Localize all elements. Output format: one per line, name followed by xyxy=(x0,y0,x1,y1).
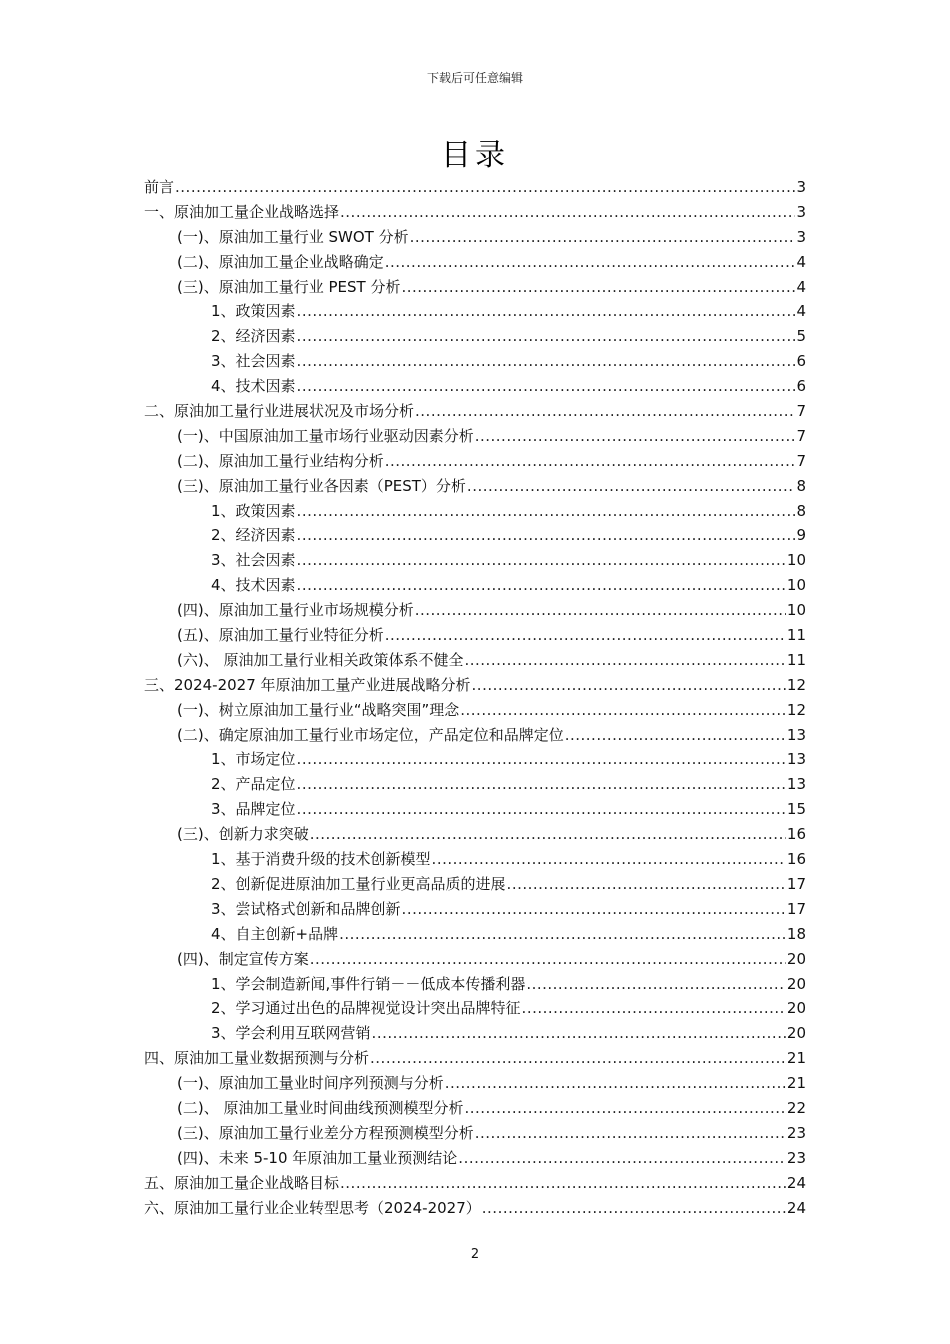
toc-entry[interactable] xyxy=(144,573,806,598)
toc-leader-dots xyxy=(297,573,786,598)
toc-entry[interactable] xyxy=(144,250,806,275)
toc-entry[interactable] xyxy=(144,797,806,822)
toc-entry[interactable] xyxy=(144,275,806,300)
toc-leader-dots xyxy=(297,523,796,548)
toc-entry[interactable] xyxy=(144,399,806,424)
toc-entry-text: (二)、 原油加工量业时间曲线预测模型分析 xyxy=(177,1098,464,1117)
toc-entry-page: 21 xyxy=(786,1074,806,1093)
toc-entry[interactable] xyxy=(144,299,806,324)
toc-entry-page: 20 xyxy=(786,949,806,968)
toc-entry-page: 10 xyxy=(786,551,806,570)
toc-entry-text: 3、品牌定位 xyxy=(211,800,296,819)
toc-entry-text: 1、政策因素 xyxy=(211,302,296,321)
toc-leader-dots xyxy=(385,449,796,474)
toc-entry[interactable] xyxy=(144,523,806,548)
toc-entry-text: (六)、 原油加工量行业相关政策体系不健全 xyxy=(177,650,464,669)
toc-entry-text: (五)、原油加工量行业特征分析 xyxy=(177,626,384,645)
toc-entry-page: 5 xyxy=(796,327,806,346)
toc-entry-page: 13 xyxy=(786,775,806,794)
toc-leader-dots xyxy=(464,648,785,673)
toc-entry-text: (三)、原油加工量行业差分方程预测模型分析 xyxy=(177,1123,474,1142)
toc-leader-dots xyxy=(297,324,796,349)
toc-entry[interactable] xyxy=(144,324,806,349)
toc-leader-dots xyxy=(310,947,786,972)
page-number: 2 xyxy=(470,1247,480,1262)
toc-entry-text: 2、学习通过出色的品牌视觉设计突出品牌特征 xyxy=(211,999,521,1018)
toc-entry-page: 23 xyxy=(786,1123,806,1142)
toc-entry[interactable] xyxy=(144,1096,806,1121)
toc-entry-page: 24 xyxy=(786,1198,806,1217)
toc-entry-page: 8 xyxy=(796,476,806,495)
toc-entry-text: (一)、原油加工量业时间序列预测与分析 xyxy=(177,1074,444,1093)
toc-title: 目录 xyxy=(441,138,509,173)
toc-entry-text: 1、市场定位 xyxy=(211,750,296,769)
toc-entry-text: 五、原油加工量企业战略目标 xyxy=(144,1173,340,1192)
toc-entry[interactable] xyxy=(144,947,806,972)
toc-leader-dots xyxy=(482,1196,786,1221)
toc-entry-page: 11 xyxy=(786,650,806,669)
toc-entry-text: 六、原油加工量行业企业转型思考（2024-2027） xyxy=(144,1198,481,1217)
toc-leader-dots xyxy=(370,1046,786,1071)
toc-entry-text: (一)、原油加工量行业 SWOT 分析 xyxy=(177,227,409,246)
toc-leader-dots xyxy=(297,349,796,374)
toc-entry[interactable] xyxy=(144,822,806,847)
toc-leader-dots xyxy=(464,1096,785,1121)
toc-entry-text: 1、学会制造新闻,事件行销－－低成本传播利器 xyxy=(211,974,526,993)
toc-leader-dots xyxy=(467,474,796,499)
toc-entry-page: 10 xyxy=(786,601,806,620)
toc-entry-page: 20 xyxy=(786,974,806,993)
toc-entry-text: (二)、原油加工量企业战略确定 xyxy=(177,252,384,271)
toc-leader-dots xyxy=(475,424,796,449)
toc-entry[interactable] xyxy=(144,897,806,922)
toc-leader-dots xyxy=(297,772,786,797)
toc-entry[interactable] xyxy=(144,499,806,524)
toc-entry-page: 22 xyxy=(786,1098,806,1117)
toc-leader-dots xyxy=(297,299,796,324)
toc-entry-text: 2、经济因素 xyxy=(211,526,296,545)
toc-leader-dots xyxy=(401,275,795,300)
toc-entry-text: 4、技术因素 xyxy=(211,576,296,595)
toc-leader-dots xyxy=(385,250,796,275)
toc-entry-page: 7 xyxy=(796,451,806,470)
toc-entry-text: 前言 xyxy=(144,178,175,196)
toc-leader-dots xyxy=(175,175,795,200)
toc-leader-dots xyxy=(297,548,786,573)
toc-entry-page: 24 xyxy=(786,1173,806,1192)
toc-entry[interactable] xyxy=(144,200,806,225)
toc-entry[interactable] xyxy=(144,996,806,1021)
toc-entry-page: 13 xyxy=(786,750,806,769)
toc-entry-page: 4 xyxy=(796,302,806,321)
toc-leader-dots xyxy=(458,1146,786,1171)
toc-leader-dots xyxy=(297,374,796,399)
toc-entry-page: 7 xyxy=(796,426,806,445)
toc-entry-text: (三)、原油加工量行业各因素（PEST）分析 xyxy=(177,476,466,495)
toc-leader-dots xyxy=(340,1171,786,1196)
toc-leader-dots xyxy=(522,996,786,1021)
toc-entry-text: (二)、原油加工量行业结构分析 xyxy=(177,451,384,470)
toc-entry-text: 1、基于消费升级的技术创新模型 xyxy=(211,850,431,869)
toc-entry-page: 12 xyxy=(786,675,806,694)
toc-entry-text: 一、原油加工量企业战略选择 xyxy=(144,202,340,221)
toc-entry-text: (四)、未来 5-10 年原油加工量业预测结论 xyxy=(177,1148,458,1167)
toc-entry-page: 23 xyxy=(786,1148,806,1167)
toc-entry-page: 15 xyxy=(786,800,806,819)
toc-entry-page: 9 xyxy=(796,526,806,545)
toc-entry-page: 13 xyxy=(786,725,806,744)
toc-entry-page: 8 xyxy=(796,501,806,520)
toc-entry-text: 四、原油加工量业数据预测与分析 xyxy=(144,1049,370,1068)
toc-entry-text: 3、学会利用互联网营销 xyxy=(211,1024,371,1043)
toc-entry[interactable] xyxy=(144,1196,806,1221)
toc-entry[interactable] xyxy=(144,474,806,499)
toc-entry-page: 21 xyxy=(786,1049,806,1068)
toc-entry-text: 2、产品定位 xyxy=(211,775,296,794)
toc-entry-text: (四)、制定宣传方案 xyxy=(177,949,309,968)
toc-entry[interactable] xyxy=(144,623,806,648)
toc-entry[interactable] xyxy=(144,175,806,200)
toc-entry[interactable] xyxy=(144,374,806,399)
toc-entry-text: 2、经济因素 xyxy=(211,327,296,346)
toc-entry-text: (二)、确定原油加工量行业市场定位，产品定位和品牌定位 xyxy=(177,725,564,744)
toc-entry-page: 11 xyxy=(786,626,806,645)
toc-entry[interactable] xyxy=(144,648,806,673)
toc-entry[interactable] xyxy=(144,1021,806,1046)
toc-entry[interactable] xyxy=(144,1046,806,1071)
toc-entry[interactable] xyxy=(144,922,806,947)
toc-entry[interactable] xyxy=(144,424,806,449)
toc-leader-dots xyxy=(385,623,786,648)
toc-entry-text: 三、2024-2027 年原油加工量产业进展战略分析 xyxy=(144,675,471,694)
toc-leader-dots xyxy=(340,200,795,225)
toc-entry-text: 2、创新促进原油加工量行业更高品质的进展 xyxy=(211,874,506,893)
toc-entry-text: 3、社会因素 xyxy=(211,551,296,570)
toc-leader-dots xyxy=(460,698,786,723)
toc-leader-dots xyxy=(297,797,786,822)
toc-entry-text: (四)、原油加工量行业市场规模分析 xyxy=(177,601,414,620)
toc-entry[interactable] xyxy=(144,349,806,374)
toc-entry-text: (一)、中国原油加工量市场行业驱动因素分析 xyxy=(177,426,474,445)
toc-entry-page: 3 xyxy=(796,202,806,221)
toc-entry-page: 6 xyxy=(796,377,806,396)
toc-entry[interactable] xyxy=(144,847,806,872)
toc-entry[interactable] xyxy=(144,1171,806,1196)
toc-entry[interactable] xyxy=(144,772,806,797)
toc-leader-dots xyxy=(472,673,786,698)
toc-entry[interactable] xyxy=(144,598,806,623)
toc-entry[interactable] xyxy=(144,698,806,723)
toc-leader-dots xyxy=(297,499,796,524)
toc-entry[interactable] xyxy=(144,1071,806,1096)
toc-entry-page: 16 xyxy=(786,825,806,844)
toc-entry-page: 17 xyxy=(786,874,806,893)
toc-entry-page: 20 xyxy=(786,999,806,1018)
toc-entry-text: (三)、原油加工量行业 PEST 分析 xyxy=(177,277,401,296)
toc-entry[interactable] xyxy=(144,673,806,698)
toc-entry-page: 18 xyxy=(786,924,806,943)
toc-leader-dots xyxy=(310,822,786,847)
toc-entry[interactable] xyxy=(144,225,806,250)
toc-entry[interactable] xyxy=(144,1121,806,1146)
toc-entry-text: 二、原油加工量行业进展状况及市场分析 xyxy=(144,402,415,421)
toc-entry-page: 20 xyxy=(786,1024,806,1043)
toc-leader-dots xyxy=(372,1021,786,1046)
toc-leader-dots xyxy=(402,897,786,922)
toc-entry-page: 7 xyxy=(796,402,806,421)
toc-entry-text: 3、社会因素 xyxy=(211,352,296,371)
toc-leader-dots xyxy=(432,847,786,872)
toc-entry-page: 3 xyxy=(796,227,806,246)
toc-entry-text: 4、技术因素 xyxy=(211,377,296,396)
toc-leader-dots xyxy=(507,872,786,897)
toc-leader-dots xyxy=(339,922,786,947)
toc-entry-page: 4 xyxy=(796,252,806,271)
toc-entry[interactable] xyxy=(144,747,806,772)
toc-entry-text: 3、尝试格式创新和品牌创新 xyxy=(211,899,401,918)
page-header-note: 下载后可任意编辑 xyxy=(426,71,523,85)
toc-entry[interactable] xyxy=(144,1146,806,1171)
toc-leader-dots xyxy=(297,747,786,772)
toc-entry[interactable] xyxy=(144,449,806,474)
toc-entry[interactable] xyxy=(144,872,806,897)
toc-entry-page: 10 xyxy=(786,576,806,595)
toc-entry-page: 16 xyxy=(786,850,806,869)
toc-entry-text: (一)、树立原油加工量行业“战略突围”理念 xyxy=(177,700,460,719)
toc-entry-page: 12 xyxy=(786,700,806,719)
toc-leader-dots xyxy=(475,1121,786,1146)
toc-entry-text: 1、政策因素 xyxy=(211,501,296,520)
toc-leader-dots xyxy=(415,598,786,623)
table-of-contents xyxy=(144,175,806,1220)
toc-entry-page: 4 xyxy=(796,277,806,296)
toc-entry[interactable] xyxy=(144,548,806,573)
toc-entry-page: 3 xyxy=(796,178,806,196)
toc-entry-text: 4、自主创新+品牌 xyxy=(211,924,339,943)
toc-leader-dots xyxy=(415,399,795,424)
toc-entry-text: (三)、创新力求突破 xyxy=(177,825,309,844)
toc-entry[interactable] xyxy=(144,723,806,748)
toc-leader-dots xyxy=(565,723,786,748)
toc-entry-page: 17 xyxy=(786,899,806,918)
toc-leader-dots xyxy=(410,225,796,250)
toc-leader-dots xyxy=(445,1071,786,1096)
toc-entry-page: 6 xyxy=(796,352,806,371)
toc-leader-dots xyxy=(526,972,786,997)
toc-entry[interactable] xyxy=(144,972,806,997)
